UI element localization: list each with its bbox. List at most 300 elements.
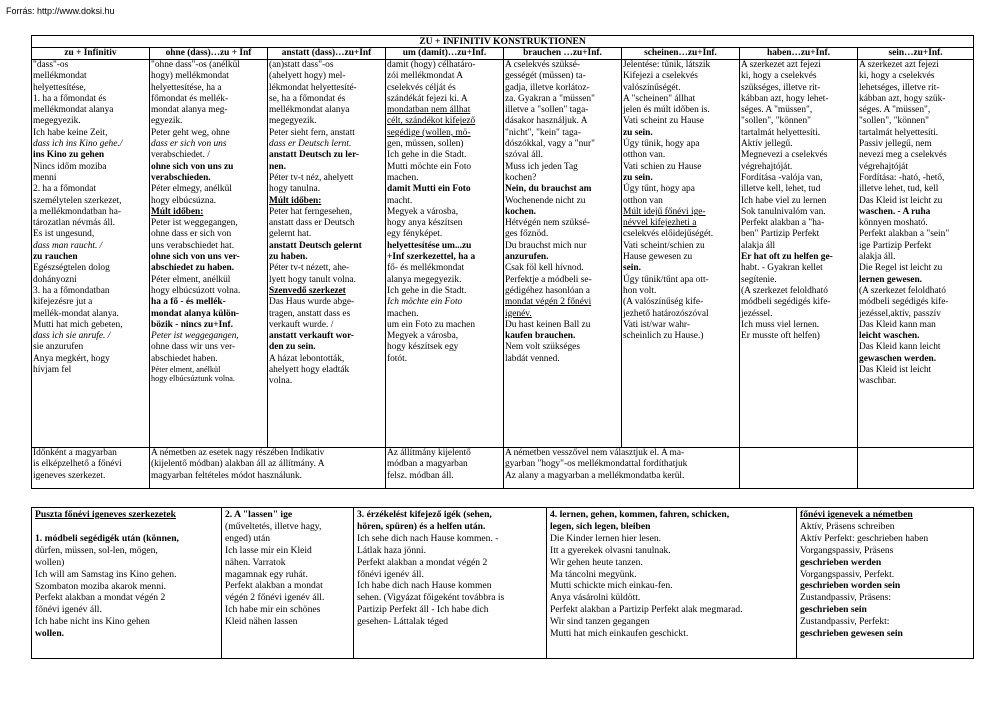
text-line: A szerkezet azt fejezi [859,60,939,70]
text-line: igeneves szerkezet. [33,470,106,481]
text-line: Perfektje a módbeli se- [505,274,592,285]
text-line: Das Kleid ist leicht [859,365,932,376]
text-line: verkauft wurde. / [269,319,334,330]
text-line: Nincs időm moziba [33,161,107,172]
text-line: Péter tv-t nézett, ahe- [269,263,350,274]
text-line: jezhető határozószóval [623,308,709,319]
text-line: anstatt dass er Deutsch [269,218,355,229]
text-line: Peter ist weggegangen, [151,331,239,342]
text-line: za. Gyakran a "müssen" [505,93,595,104]
text-line: Ich will am Samstag ins Kino gehen. [35,568,177,580]
text-line: Das Kleid kann leicht [859,342,941,353]
text-line: A házat lebontották, [269,353,345,364]
text-line: hogy) mellékmondat [151,71,229,82]
text-line: végrehajtóját. [741,161,793,172]
text-line: gen, müssen, sollen) [387,139,464,150]
text-line: mellékmondat alanya [33,105,114,116]
text-line: gyarban "hogy"-os mellékmondattal fordíthatjuk [505,459,688,470]
text-line: fotót. [387,353,408,364]
text-line: 1. módbeli segédigék után (können, [35,532,179,544]
text-line: geschrieben gewesen sein [800,628,903,640]
text-line: legen, sich legen, bleiben [550,520,651,532]
cell-brauchen [504,60,622,448]
text-line: Die Regel ist leicht zu [859,263,943,274]
text-line: Ich habe nicht ins Kino gehen [35,616,150,628]
text-line: anzurufen. [505,252,549,263]
text-line: kábban azt, hogy lehet- [741,93,829,104]
text-line: gédigéhez hasonlóan a [505,285,590,296]
text-line: habt. - Gyakran kellet [741,263,823,274]
text-line: menni [33,172,57,183]
text-line: lehetséges, illetve rit- [859,82,940,93]
text-line: főnévi igenevek a németben [800,509,913,520]
text-line: Ich gehe in die Stadt. [387,285,467,296]
text-line: dass man raucht. / [33,240,103,251]
header-zu-infinitiv: zu + Infinitiv [32,48,150,60]
text-line: Du hast keinen Ball zu [505,319,591,330]
text-line: +Inf szerkezettel, ha a [387,252,476,263]
text-line: kochen? [505,172,537,183]
text-line: Aktív, Präsens schreiben [800,520,895,532]
text-line: egyezik. [151,116,183,127]
text-line: főnévi igenév áll. [35,604,102,616]
text-line: módban a magyarban [387,459,468,470]
text-line: (kijelentő módban) alakban áll az állítmány. A [151,459,325,470]
text-line: Anya megkért, hogy [33,353,110,364]
text-line: hogy készítsek egy [387,342,459,353]
text-line: segédige (wollen, mö- [387,127,471,138]
text-line: mondat végén 2 főnévi [505,297,592,308]
text-line: segítenie. [741,274,777,285]
text-line: Látlak haza jönni. [357,544,426,556]
text-line: Úgy tűnik, hogy apa [623,139,700,150]
text-line: "ohne dass"-os (anélkül [151,60,240,70]
text-line: sie anzurufen [33,342,84,353]
text-line: abschiedet zu haben. [151,263,235,274]
cell-zu-infinitiv [32,60,150,448]
text-line: geschrieben worden sein [800,580,901,592]
text-line: Megyek a városba, [387,331,459,342]
text-line: is elképzelhető a főnévi [33,459,122,470]
text-line: wollen. [35,628,65,640]
text-line: főnévi igenév áll. [357,568,424,580]
text-line: mondat alanya külön- [151,308,240,319]
text-line: 4. lernen, gehen, kommen, fahren, schicken, [550,509,730,520]
text-line: tartalmát helyettesíti. [859,127,939,138]
text-line: Csak föl kell hívnod. [505,263,584,274]
text-line: jezéssel,aktív, passzív [859,308,941,319]
text-line: Kleid nähen lassen [225,616,298,628]
text-line: Itt a gyerekek olvasni tanulnak. [550,544,671,556]
cell-anstatt-dass [268,60,386,448]
text-line: sehen. (Vigyázat főigeként továbbra is [357,592,505,604]
text-line: verabschiedet. / [151,150,210,161]
bottom-cell-motion-verbs [547,508,797,659]
text-line: (A szerkezet feloldható [859,285,946,296]
text-line: Peter hat ferngesehen, [269,206,353,217]
text-line: Vorgangspassiv, Präsens [800,544,894,556]
text-line: ki, hogy a cselekvés [741,71,817,82]
text-line: Jelentése: tűnik, látszik [623,60,711,70]
text-line: Vati ist/war wahr- [623,319,690,330]
cell-sein [858,60,974,448]
text-line: ben" Partizip Perfekt [741,229,820,240]
text-line: otthon van. [623,150,666,161]
text-line: kábban azt, hogy szük- [859,93,946,104]
text-line: fő- és mellékmondat [387,263,465,274]
text-line: zu sein. [623,172,653,183]
text-line: ohne dass er sich von [151,229,232,240]
text-line: Ich lasse mir ein Kleid [225,544,312,556]
text-line: Das Kleid kann man [859,319,936,330]
text-line: névvel kifejezheti a [623,218,697,229]
text-line: nähen. Varratok [225,556,286,568]
text-line: A németben az esetek nagy részében Indikativ [151,448,325,458]
text-line: ohne sich von uns zu [151,161,234,172]
text-line: könnyen mosható. [859,218,928,229]
text-line: alakja áll [741,240,776,251]
text-line: alanya megegyezik. [387,274,462,285]
text-line: Vati scheint/schien zu [623,240,705,251]
text-line: helyettesítése, [33,82,86,93]
text-line: Vorgangspassiv, Perfekt. [800,568,895,580]
bottom-cell-perception-verbs [354,508,547,659]
text-line: Das Haus wurde abge- [269,297,355,308]
text-line: hogy anya készítsen [387,218,463,229]
bottom-cell-infinitive-forms [797,508,974,659]
text-line: illetve lehet, tud, kell [859,184,939,195]
text-line: cselekvés előidejűségét. [623,229,714,240]
text-line: gelernt hat. [269,229,312,240]
text-line: wollen) [35,556,65,568]
text-line: geschrieben werden [800,556,882,568]
text-line: Szombaton moziba akarok menni. [35,580,167,592]
text-line: labdát venned. [505,353,560,364]
text-line: Er musste oft helfen) [741,331,820,342]
text-line: cselekvés célját és [387,82,456,93]
cell-ohne-dass [150,60,268,448]
text-line: Anya vásárolni küldött. [550,592,641,604]
cell-um-damit [386,60,504,448]
text-line: verabschieden. [151,172,211,183]
text-line: Perfekt alakban a mondat végén 2 [357,556,488,568]
text-line: illetve a "sollen" taga- [505,105,589,116]
text-line: Perfekt alakban a Partizip Perfekt alak megmarad. [550,604,743,616]
header-scheinen: scheinen…zu+Inf. [622,48,740,60]
text-line: Múlt időben: [269,195,322,206]
text-line: Sok tanulnivalóm van. [741,206,826,217]
text-line: főmondat és mellék- [151,93,229,104]
text-line: damit Mutti ein Foto [387,184,471,195]
text-line: Péter elment, anélkül [151,274,231,285]
foot-note-sein [858,448,974,489]
text-line: damit (hogy) célhatáro- [387,60,476,70]
text-line: mondatban nem állhat [387,105,471,116]
text-line: hívjam fel [33,365,72,376]
source-line: Forrás: http://www.doksi.hu [6,6,115,16]
text-line: um ein Foto zu machen [387,319,476,330]
text-line: Zustandpassiv, Perfekt: [800,616,890,628]
text-line: Vati scheint zu Hause [623,116,704,127]
text-line: anstatt Deutsch gelernt [269,240,362,251]
text-line: magyarban feltételes módot használunk. [151,470,302,481]
text-line: Megnevezi a cselekvés [741,150,828,161]
text-line: Es ist ungesund, [33,229,95,240]
text-line: személytelen szerkezet, [33,195,122,206]
text-line: dásakor használjuk. A [505,116,588,127]
text-line: anstatt Deutsch zu ler- [269,150,360,161]
text-line: macht. [387,195,413,206]
text-line: zu haben. [269,252,308,263]
text-line: szóval áll. [505,150,544,161]
text-line: Ich gehe in die Stadt. [387,150,467,161]
text-line: dass ich ins Kino gehe./ [33,139,123,150]
text-line: sein. [623,263,641,274]
table-title: ZU + INFINITIV KONSTRUKTIONEN [32,36,974,48]
text-line: 1. ha a főmondat és [33,93,107,104]
text-line: A szerkezet azt fejezi [741,60,821,70]
text-line: "nicht", "kein" taga- [505,127,581,138]
text-line: kaufen brauchen. [505,331,576,342]
text-line: zu rauchen [33,252,78,263]
text-line: Múlt időben: [151,206,204,217]
text-line: hogy elbúcsúztunk volna. [151,374,235,384]
text-line: ohne dass wir uns ver- [151,342,236,353]
text-line: Fordítása: -ható, -hető, [859,172,945,183]
text-line: alakja áll. [859,252,896,263]
text-line: nevezi meg a cselekvés [859,150,947,161]
text-line: Mutti hat mich gebeten, [33,319,123,330]
foot-note-um-damit [386,448,504,489]
text-line: megegyezik. [33,116,81,127]
text-line: Úgy tűnt, hogy apa [623,184,695,195]
text-line: magamnak egy ruhát. [225,568,308,580]
text-line: A cselekvés szüksé- [505,60,580,70]
text-line: Nem volt szükséges [505,342,580,353]
text-line: Péter tv-t néz, ahelyett [269,172,354,183]
text-line: módbeli segédigés kife- [741,297,831,308]
text-line: megegyezik. [269,116,317,127]
text-line: A németben vesszővel nem választjuk el. A ma- [505,448,685,458]
text-line: mellékmondat alanya [269,105,350,116]
text-line: Megyek a városba, [387,206,459,217]
text-line: Wir sind tanzen gegangen [550,616,650,628]
text-line: (ahelyett hogy) mel- [269,71,346,82]
header-sein: sein…zu+Inf. [858,48,974,60]
text-line: ha a fő - és mellék- [151,297,226,308]
text-line: ige Partizip Perfekt [859,240,932,251]
text-line: Aktív jellegű. [741,139,793,150]
text-line: Mutti möchte ein Foto [387,161,472,172]
text-line: Zustandpassiv, Präsens: [800,592,892,604]
header-haben: haben…zu+Inf. [740,48,858,60]
text-line: bözik - nincs zu+Inf. [151,319,233,330]
text-line: otthon van [623,195,663,206]
header-ohne-dass: ohne (dass)…zu + Inf [150,48,268,60]
text-line: Ich sehe dich nach Hause kommen. - [357,532,499,544]
text-line: Ich muss viel lernen. [741,319,820,330]
text-line: (A szerkezet feloldható [741,285,828,296]
text-line: Ich habe mir ein schönes [225,604,321,616]
text-line: enged) után [225,532,271,544]
text-line: ges főznöd. [505,229,549,240]
text-line: dohányozni [33,274,77,285]
text-line: séges. A "müssen", [859,105,931,116]
text-line: Das Kleid ist leicht zu [859,195,943,206]
text-line: lernen gewesen. [859,274,923,285]
text-line: Nein, du brauchst am [505,184,592,195]
text-line: ki, hogy a cselekvés [859,71,935,82]
text-line: Szenvedő szerkezet [269,285,346,296]
text-line: nen. [269,161,286,172]
text-line: Mutti schickte mich einkau-fen. [550,580,673,592]
text-line: Er hat oft zu helfen ge- [741,252,833,263]
text-line: Aktív Perfekt: geschrieben haben [800,532,929,544]
text-line: dass er Deutsch lernt. [269,139,352,150]
text-line: illetve kell, lehet, tud [741,184,821,195]
text-line: Ich habe keine Zeit, [33,127,108,138]
text-line: jelen és múlt időben is. [623,105,710,116]
text-line: gadja, illetve korlátoz- [505,82,590,93]
text-line: Perfekt alakban a mondat [225,580,323,592]
text-line: Peter geht weg, ohne [151,127,230,138]
text-line: módbeli segédigés kife- [859,297,949,308]
text-line: helyettesítése, ha a [151,82,222,93]
text-line: gesehen- Láttalak téged [357,616,449,628]
text-line: scheinlich zu Hause.) [623,331,704,342]
text-line: Wochenende nicht zu [505,195,586,206]
text-line: Perfekt alakban a "sein" [859,229,950,240]
text-line: Az állítmány kijelentő [387,448,471,458]
text-line: 3. érzékelést kifejező igék (sehen, [357,509,492,520]
text-line: ahelyett hogy eladták [269,365,350,376]
text-line: szükséges, illetve rit- [741,82,821,93]
text-line: kifejezésre jut a [33,297,93,308]
text-line: végén 2 főnévi igenév áll. [225,592,325,604]
text-line: Du brauchst mich nur [505,240,587,251]
text-line: Die Kinder lernen hier lesen. [550,532,662,544]
text-line: Péter elment, anélkül [151,365,221,375]
text-line: mellék-mondat alanya. [33,308,119,319]
text-line: felsz. módban áll. [387,470,454,481]
text-line: Időnként a magyarban [33,448,117,458]
text-line: célt, szándékot kifejező [387,116,476,127]
text-line: Mutti hat mich einkaufen geschickt. [550,628,689,640]
header-um-damit: um (damit)…zu+Inf. [386,48,504,60]
text-line: a mellékmondatban ha- [33,206,121,217]
text-line: (műveltetés, illetve hagy, [225,520,322,532]
text-line: Muss ich jeden Tag [505,161,578,172]
text-line: Ich möchte ein Foto [387,297,463,308]
text-line: helyettesítése um...zu [387,240,472,251]
text-line: dürfen, müssen, sol-len, mögen, [35,544,158,556]
text-line: machen. [387,308,419,319]
text-line: anstatt verkauft wor- [269,331,355,342]
bottom-cell-modal-verbs [32,508,222,659]
text-line: tározatlan névmás áll. [33,218,115,229]
header-anstatt-dass: anstatt (dass)…zu+Inf [268,48,386,60]
text-line: kochen. [505,206,536,217]
text-line: valószínűségét. [623,82,681,93]
text-line: Vati schien zu Hause [623,161,702,172]
text-line: tartalmát helyettesíti. [741,127,821,138]
text-line: geschrieben sein [800,604,867,616]
text-line: 3. ha a főmondatban [33,285,110,296]
text-line: szándékát fejezi ki. A [387,93,468,104]
text-line: volna. [269,376,293,387]
text-line: zu sein. [623,127,653,138]
text-line: uns verabschiedet hat. [151,240,235,251]
text-line: végrehajtóját [859,161,908,172]
text-line: "dass"-os [33,60,69,70]
text-line: Ich habe viel zu lernen [741,195,827,206]
text-line: gességét (müssen) ta- [505,71,586,82]
text-line: Peter ist weggegangen, [151,218,238,229]
foot-note-zu-infinitiv [32,448,150,489]
text-line: Passiv jellegű, nem [859,139,932,150]
text-line: Wir gehen heute tanzen. [550,556,643,568]
text-line: Puszta főnévi igeneves szerkezetek [35,509,176,520]
text-line: dószókkal, vagy a "nur" [505,139,595,150]
text-line: jezéssel. [741,308,773,319]
text-line: hogy tanulna. [269,184,321,195]
foot-note-ohne-anstatt [150,448,386,489]
text-line: mellékmondat [33,71,87,82]
header-brauchen: brauchen …zu+Inf. [504,48,622,60]
text-line: se, ha a főmondat és [269,93,346,104]
text-line: dass er sich von uns [151,139,227,150]
text-line: gewaschen werden. [859,353,937,364]
text-line: igenév. [505,308,532,319]
text-line: waschen. - A ruha [859,206,931,217]
foot-note-brauchen-scheinen [504,448,740,489]
foot-note-haben [740,448,858,489]
text-line: Partizip Perfekt áll - Ich habe dich [357,604,489,616]
text-line: lékmondat helyettesíté- [269,82,357,93]
text-line: abschiedet haben. [151,353,218,364]
text-line: hogy elbúcsúzna. [151,195,217,206]
text-line: "sollen", "können" [859,116,929,127]
text-line: Hétvégén nem szüksé- [505,218,590,229]
text-line: hören, spüren) és a helfen után. [357,520,486,532]
main-grammar-table [31,35,974,489]
text-line: (A valószínűség kife- [623,297,704,308]
text-line: Peter sieht fern, anstatt [269,127,355,138]
text-line: (an)statt dass"-os [269,60,334,70]
text-line: hon volt. [623,285,657,296]
text-line: zói mellékmondat A [387,71,464,82]
bare-infinitive-table [31,507,974,659]
text-line: Kifejezi a cselekvés [623,71,698,82]
text-line: Az alany a magyarban a mellékmondatba kerül. [505,470,685,481]
text-line: 2. A "lassen" ige [225,509,293,520]
text-line: 2. ha a főmondat [33,184,97,195]
text-line: Perfekt alakban a mondat végén 2 [35,592,166,604]
text-line: ohne sich von uns ver- [151,252,240,263]
cell-haben [740,60,858,448]
cell-scheinen [622,60,740,448]
text-line: A "scheinen" állhat [623,93,696,104]
text-line: Fordítása -valója van, [741,172,823,183]
text-line: hogy elbúcsúzott volna. [151,285,241,296]
text-line: leicht waschen. [859,331,920,342]
text-line: Péter elmegy, anélkül [151,184,232,195]
text-line: machen. [387,172,419,183]
text-line: Múlt idejű főnévi ige- [623,206,706,217]
text-line: dass ich sie anrufe. / [33,331,111,342]
text-line: egy fényképet. [387,229,443,240]
text-line: lyett hogy tanult volna. [269,274,356,285]
